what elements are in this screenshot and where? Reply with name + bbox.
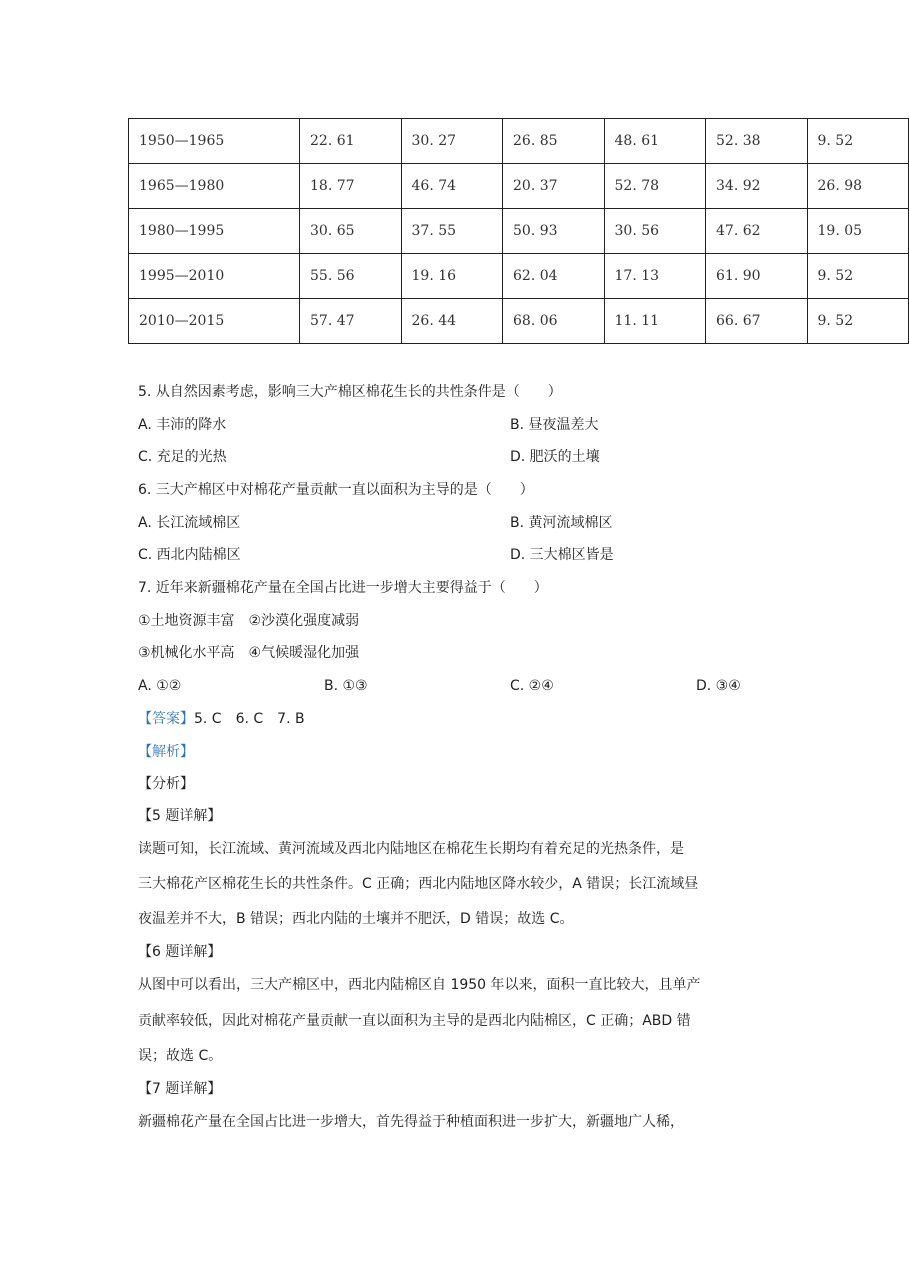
- table-value-cell: 30. 65: [300, 209, 402, 254]
- table-value-cell: 9. 52: [807, 299, 909, 344]
- table-value-cell: 9. 52: [807, 254, 909, 299]
- detail5-label: 【5 题详解】: [138, 808, 222, 824]
- table-value-cell: 47. 62: [706, 209, 808, 254]
- q5-question: 5. 从自然因素考虑，影响三大产棉区棉花生长的共性条件是（ ）: [138, 384, 562, 400]
- answer-text: 5. C 6. C 7. B: [194, 711, 305, 727]
- table-row: [129, 209, 909, 254]
- q7-items-line2: ③机械化水平高 ④气候暖湿化加强: [138, 645, 360, 661]
- detail7-line-1: 新疆棉花产量在全国占比进一步增大，首先得益于种植面积进一步扩大，新疆地广人稀，: [138, 1114, 684, 1130]
- detail5-line-1: 读题可知，长江流域、黄河流域及西北内陆地区在棉花生长期均有着充足的光热条件，是: [138, 841, 684, 857]
- table-row: [129, 119, 909, 164]
- table-value-cell: 26. 98: [807, 164, 909, 209]
- q7-question: 7. 近年来新疆棉花产量在全国占比进一步增大主要得益于（ ）: [138, 580, 548, 596]
- table-value-cell: 37. 55: [401, 209, 503, 254]
- table-value-cell: 62. 04: [503, 254, 605, 299]
- detail5-line-3: 夜温差并不大，B 错误；西北内陆的土壤并不肥沃，D 错误；故选 C。: [138, 911, 574, 927]
- q6-option-b: B. 黄河流域棉区: [510, 515, 613, 531]
- table-period-cell: 1995—2010: [129, 254, 300, 299]
- table-value-cell: 46. 74: [401, 164, 503, 209]
- table-value-cell: 26. 85: [503, 119, 605, 164]
- q6-question: 6. 三大产棉区中对棉花产量贡献一直以面积为主导的是（ ）: [138, 482, 534, 498]
- detail5-line-2: 三大棉花产区棉花生长的共性条件。C 正确；西北内陆地区降水较少，A 错误；长江流域昼: [138, 876, 699, 892]
- table-value-cell: 30. 56: [604, 209, 706, 254]
- q6-option-c: C. 西北内陆棉区: [138, 547, 241, 563]
- table-value-cell: 52. 38: [706, 119, 808, 164]
- table-value-cell: 19. 16: [401, 254, 503, 299]
- data-table: [128, 118, 909, 344]
- q6-option-a: A. 长江流域棉区: [138, 515, 241, 531]
- detail7-label: 【7 题详解】: [138, 1081, 222, 1097]
- table-value-cell: 26. 44: [401, 299, 503, 344]
- table-period-cell: 2010—2015: [129, 299, 300, 344]
- q7-option-d: D. ③④: [696, 678, 741, 694]
- q5-option-d: D. 肥沃的土壤: [510, 449, 600, 465]
- detail6-label: 【6 题详解】: [138, 944, 222, 960]
- detail6-line-2: 贡献率较低，因此对棉花产量贡献一直以面积为主导的是西北内陆棉区，C 正确；ABD 错: [138, 1013, 691, 1029]
- table-value-cell: 20. 37: [503, 164, 605, 209]
- table-value-cell: 61. 90: [706, 254, 808, 299]
- table-value-cell: 68. 06: [503, 299, 605, 344]
- q5-option-b: B. 昼夜温差大: [510, 417, 599, 433]
- table-value-cell: 22. 61: [300, 119, 402, 164]
- table-row: [129, 164, 909, 209]
- q7-items-line1: ①土地资源丰富 ②沙漠化强度减弱: [138, 613, 360, 629]
- detail6-line-1: 从图中可以看出，三大产棉区中，西北内陆棉区自 1950 年以来，面积一直比较大，且单产: [138, 977, 701, 993]
- table-value-cell: 52. 78: [604, 164, 706, 209]
- table-value-cell: 55. 56: [300, 254, 402, 299]
- table-value-cell: 19. 05: [807, 209, 909, 254]
- q5-option-a: A. 丰沛的降水: [138, 417, 227, 433]
- analysis-label: 【解析】: [138, 744, 194, 760]
- table-period-cell: 1950—1965: [129, 119, 300, 164]
- q7-option-b: B. ①③: [324, 678, 368, 694]
- table-period-cell: 1980—1995: [129, 209, 300, 254]
- table-value-cell: 11. 11: [604, 299, 706, 344]
- table-value-cell: 50. 93: [503, 209, 605, 254]
- q7-option-c: C. ②④: [510, 678, 554, 694]
- table-value-cell: 66. 67: [706, 299, 808, 344]
- table-value-cell: 57. 47: [300, 299, 402, 344]
- table-body: [129, 119, 909, 344]
- table-value-cell: 17. 13: [604, 254, 706, 299]
- answer-label: 【答案】: [138, 711, 194, 727]
- table-value-cell: 30. 27: [401, 119, 503, 164]
- table-value-cell: 34. 92: [706, 164, 808, 209]
- q5-option-c: C. 充足的光热: [138, 449, 227, 465]
- fenxi-label: 【分析】: [138, 776, 194, 792]
- detail6-line-3: 误；故选 C。: [138, 1048, 223, 1064]
- q7-option-a: A. ①②: [138, 678, 182, 694]
- answer-line: [138, 709, 305, 729]
- q6-option-d: D. 三大棉区皆是: [510, 547, 614, 563]
- table-value-cell: 18. 77: [300, 164, 402, 209]
- table-row: [129, 254, 909, 299]
- table-value-cell: 48. 61: [604, 119, 706, 164]
- table-value-cell: 9. 52: [807, 119, 909, 164]
- table-period-cell: 1965—1980: [129, 164, 300, 209]
- table-row: [129, 299, 909, 344]
